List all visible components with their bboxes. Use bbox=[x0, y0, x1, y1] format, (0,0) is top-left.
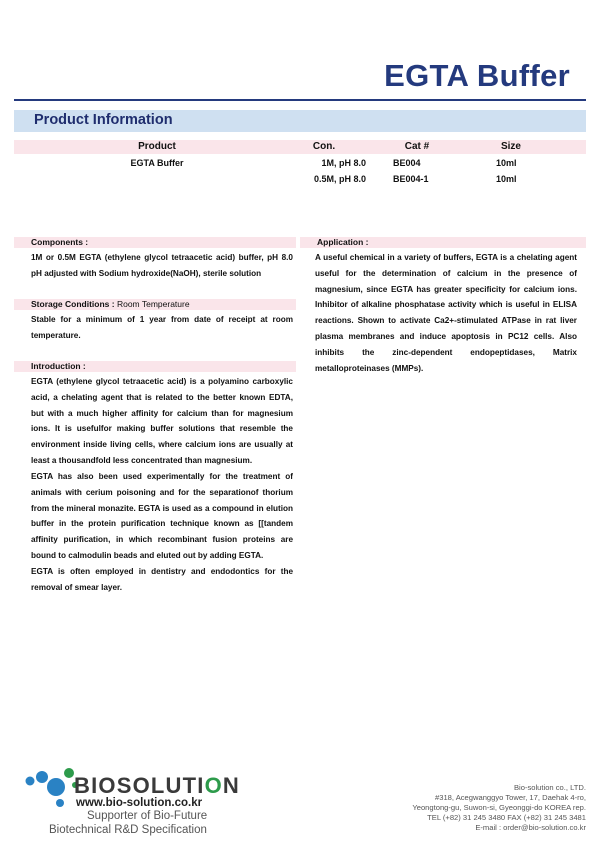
spec-label: Biotechnical R&D Specification bbox=[49, 824, 207, 836]
address-line-2: Yeongtong-gu, Suwon-si, Gyeonggi-do KOREA rep. bbox=[412, 803, 586, 812]
column-header-cat: Cat # bbox=[404, 141, 430, 152]
components-heading: Components : bbox=[14, 237, 296, 248]
company-address bbox=[412, 783, 586, 833]
cell-cat: BE004-1 bbox=[393, 174, 429, 184]
cell-cat: BE004 bbox=[393, 158, 421, 168]
cell-con: 1M, pH 8.0 bbox=[321, 158, 366, 168]
website-link[interactable]: www.bio-solution.co.kr bbox=[76, 797, 203, 809]
brand-prefix: BIOSOLUTI bbox=[74, 773, 205, 798]
storage-value: Room Temperature bbox=[116, 299, 190, 309]
storage-heading: Storage Conditions : bbox=[31, 299, 115, 309]
email[interactable]: E-mail : order@bio-solution.co.kr bbox=[475, 823, 586, 832]
brand-o: O bbox=[204, 773, 223, 798]
title-divider bbox=[14, 99, 586, 101]
phone-fax: TEL (+82) 31 245 3480 FAX (+82) 31 245 3481 bbox=[427, 813, 586, 822]
table-row bbox=[14, 174, 586, 186]
introduction-paragraph-3: EGTA is often employed in dentistry and endodontics for the removal of smear layer. bbox=[31, 567, 293, 592]
slogan: Supporter of Bio-Future bbox=[87, 810, 208, 822]
document-title: EGTA Buffer bbox=[384, 58, 570, 93]
company-name: Bio-solution co., LTD. bbox=[513, 783, 586, 792]
cell-size: 10ml bbox=[496, 174, 517, 184]
components-text: 1M or 0.5M EGTA (ethylene glycol tetraacetic acid) buffer, pH 8.0 pH adjusted with Sodium hydroxide(NaOH), sterile solution bbox=[31, 253, 293, 278]
product-information-band bbox=[14, 110, 586, 132]
brand-suffix: N bbox=[222, 773, 240, 798]
introduction-heading: Introduction : bbox=[14, 361, 296, 372]
column-header-con: Con. bbox=[312, 141, 336, 152]
address-line-1: #318, Acegwanggyo Tower, 17, Daehak 4-ro, bbox=[435, 793, 586, 802]
introduction-paragraph-1: EGTA (ethylene glycol tetraacetic acid) is a polyamino carboxylic acid, a chelating agent that is related to the better known EDTA, but with a much higher affinity for calcium than for magnesium ions. It is usefulfor making buffer solutions that resemble the environment inside living cells, where calcium ions are usually at least a thousandfold less concentrated than magnesium. bbox=[31, 377, 293, 465]
application-heading: Application : bbox=[300, 237, 586, 248]
storage-text: Stable for a minimum of 1 year from date of receipt at room temperature. bbox=[31, 315, 293, 340]
column-header-product: Product bbox=[138, 141, 176, 152]
storage-heading-bar bbox=[14, 299, 296, 310]
column-header-size: Size bbox=[500, 141, 521, 152]
introduction-paragraph-2: EGTA has also been used experimentally for the treatment of animals with cerium poisoning and for the separationof thorium from the mineral monazite. EGTA is used as a compound in elution buffer in the protein purification technique known as [[tandem affinity purification, in which recombinant fusion proteins are bound to calmodulin beads and eluted out by adding EGTA. bbox=[31, 472, 293, 560]
cell-con: 0.5M, pH 8.0 bbox=[313, 174, 366, 184]
product-information-heading: Product Information bbox=[34, 112, 173, 128]
brand-name bbox=[74, 773, 240, 799]
cell-product: EGTA Buffer bbox=[130, 158, 184, 168]
table-row bbox=[14, 158, 586, 170]
cell-size: 10ml bbox=[496, 158, 517, 168]
product-table-header bbox=[14, 140, 586, 154]
application-text: A useful chemical in a variety of buffers, EGTA is a chelating agent useful for the determination of calcium in the presence of magnesium, since EGTA has greater specificity for calcium ions. Inhibitor of alkaline phosphatase activity which is useful in ELISA reactions. Shown to activate Ca2+-stimulated ATPase in rat liver plasma membranes and induce apoptosis in PC12 cells. Also inhibits the zinc-dependent endopeptidases, Matrix metalloproteinases (MMPs). bbox=[315, 253, 577, 373]
